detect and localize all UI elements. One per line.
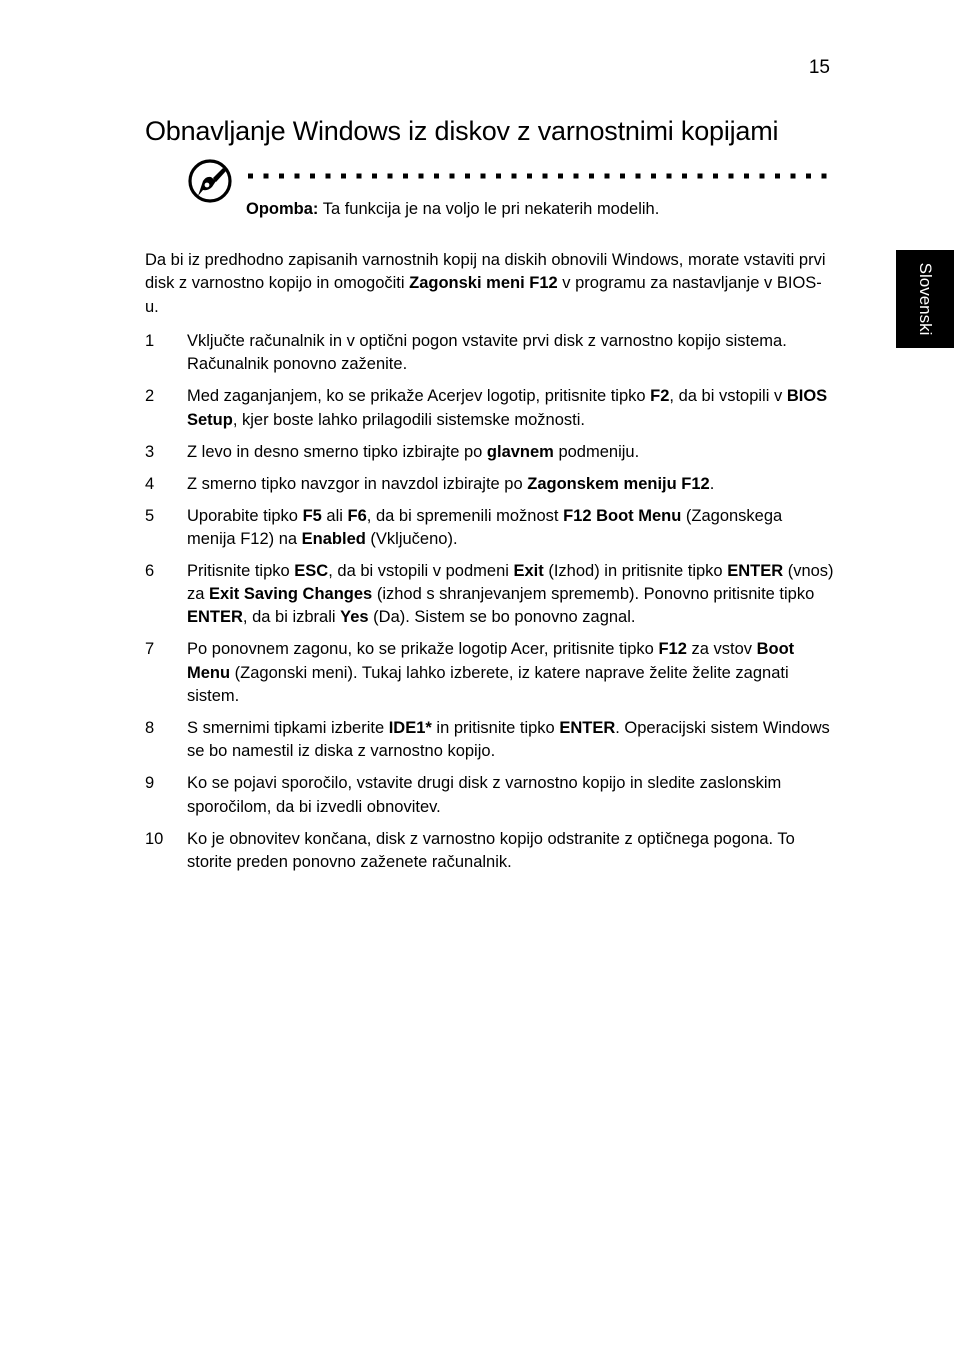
bold-text: ENTER [559, 718, 616, 737]
bold-text: Zagonskem meniju F12 [527, 474, 710, 493]
text-run: (vnos) za [187, 561, 834, 604]
step-number: 9 [145, 774, 155, 793]
steps-list [145, 330, 835, 883]
note-label: Opomba: [246, 200, 319, 218]
text-run: Pritisnite tipko [187, 561, 295, 580]
step-number: 1 [145, 332, 155, 350]
bold-text: Yes [340, 608, 369, 627]
bold-text: F2 [650, 387, 670, 406]
text-run: (Da). Sistem se bo ponovno zagnal. [368, 608, 636, 627]
step-number: 7 [145, 640, 155, 659]
bold-text: Enabled [301, 529, 366, 548]
bold-text: glavnem [486, 442, 554, 461]
bold-text: Boot Menu [187, 640, 795, 682]
step-number: 6 [145, 561, 155, 580]
text-run: (Vključeno). [365, 529, 458, 548]
list-item [145, 385, 835, 432]
text-run: (izhod s shranjevanjem sprememb). Ponovno pritisnite tipko [372, 585, 815, 604]
text-run: (Zagonskega menija F12) na [187, 506, 783, 548]
language-tab-label: Slovenski [916, 262, 935, 336]
text-run: (Izhod) in pritisnite tipko [543, 561, 728, 580]
bold-text: ENTER [187, 608, 243, 627]
bold-text: ENTER [727, 561, 784, 580]
text-run: Vključte računalnik in v optični pogon vstavite prvi disk z varnostno kopijo sistema. Računalnik ponovno zaženite. [187, 332, 787, 374]
list-item [145, 772, 835, 819]
bold-text: Zagonski meni F12 [409, 274, 558, 293]
text-run: . Operacijski sistem Windows se bo namestil iz diska z varnostno kopijo. [187, 718, 830, 761]
text-run: S smernimi tipkami izberite [187, 718, 389, 737]
note-pen-icon [186, 157, 234, 205]
text-run: . [709, 474, 715, 493]
text-run: podmeniju. [553, 442, 640, 461]
step-text [187, 330, 835, 377]
step-text [187, 717, 835, 764]
page-number: 15 [808, 57, 830, 78]
text-run: ali [321, 506, 348, 525]
step-number: 10 [145, 829, 164, 848]
language-tab [896, 250, 954, 348]
bold-text: F12 Boot Menu [563, 506, 682, 525]
text-run: , da bi vstopili v [669, 387, 787, 406]
step-text [187, 638, 835, 708]
list-item [145, 330, 835, 377]
text-run: za vstov [686, 640, 757, 659]
step-text [187, 772, 835, 819]
step-number: 2 [145, 387, 155, 406]
bold-text: F5 [302, 506, 322, 525]
bold-text: ESC [294, 561, 329, 580]
note-body: Ta funkcija je na voljo le pri nekaterih modelih. [318, 200, 660, 218]
text-run: Da bi iz predhodno zapisanih varnostnih kopij na diskih obnovili Windows, morate vstaviti prvi disk z varnostno kopijo in omogočiti [145, 251, 826, 293]
text-run: , da bi izbrali [242, 608, 341, 627]
text-run: , kjer boste lahko prilagodili sistemske možnosti. [232, 410, 585, 429]
text-run: , da bi vstopili v podmeni [328, 561, 514, 580]
text-run: Po ponovnem zagonu, ko se prikaže logotip Acer, pritisnite tipko [187, 640, 659, 659]
bold-text: Exit [513, 561, 544, 580]
step-text [187, 473, 835, 496]
text-run: (Zagonski meni). Tukaj lahko izberete, iz katere naprave želite želite zagnati sistem. [187, 663, 789, 705]
step-number: 3 [145, 442, 155, 461]
page-title: Obnavljanje Windows iz diskov z varnostnimi kopijami [145, 116, 779, 146]
bold-text: F12 [658, 640, 687, 659]
list-item [145, 441, 835, 464]
step-text [187, 505, 835, 552]
list-item [145, 560, 835, 630]
text-run: v programu za nastavljanje v BIOS-u. [145, 274, 822, 316]
text-run: Uporabite tipko [187, 506, 303, 525]
text-run: , da bi spremenili možnost [366, 506, 564, 525]
text-run: Ko je obnovitev končana, disk z varnostno kopijo odstranite z optičnega pogona. To storite preden ponovno zaženete računalnik. [187, 829, 795, 871]
text-run: Z smerno tipko navzgor in navzdol izbirajte po [187, 474, 528, 493]
text-run: Ko se pojavi sporočilo, vstavite drugi disk z varnostno kopijo in sledite zaslonskim sporočilom, da bi izvedli obnovitev. [187, 774, 782, 816]
step-number: 8 [145, 718, 155, 737]
bold-text: IDE1* [388, 718, 432, 737]
bold-text: Exit Saving Changes [209, 585, 373, 604]
list-item [145, 638, 835, 708]
intro-paragraph [145, 249, 835, 319]
text-run: in pritisnite tipko [431, 718, 560, 737]
step-text [187, 441, 835, 464]
step-text [187, 560, 835, 630]
list-item [145, 505, 835, 552]
step-number: 4 [145, 474, 155, 493]
text-run: Med zaganjanjem, ko se prikaže Acerjev logotip, pritisnite tipko [187, 387, 651, 406]
note-text [246, 200, 659, 219]
step-text [187, 385, 835, 432]
step-number: 5 [145, 506, 155, 525]
list-item [145, 473, 835, 496]
note-divider [246, 172, 832, 180]
step-text [187, 828, 835, 875]
text-run: Z levo in desno smerno tipko izbirajte po [187, 442, 487, 461]
list-item [145, 717, 835, 764]
bold-text: BIOS Setup [187, 387, 828, 429]
list-item [145, 828, 835, 875]
bold-text: F6 [347, 506, 367, 525]
